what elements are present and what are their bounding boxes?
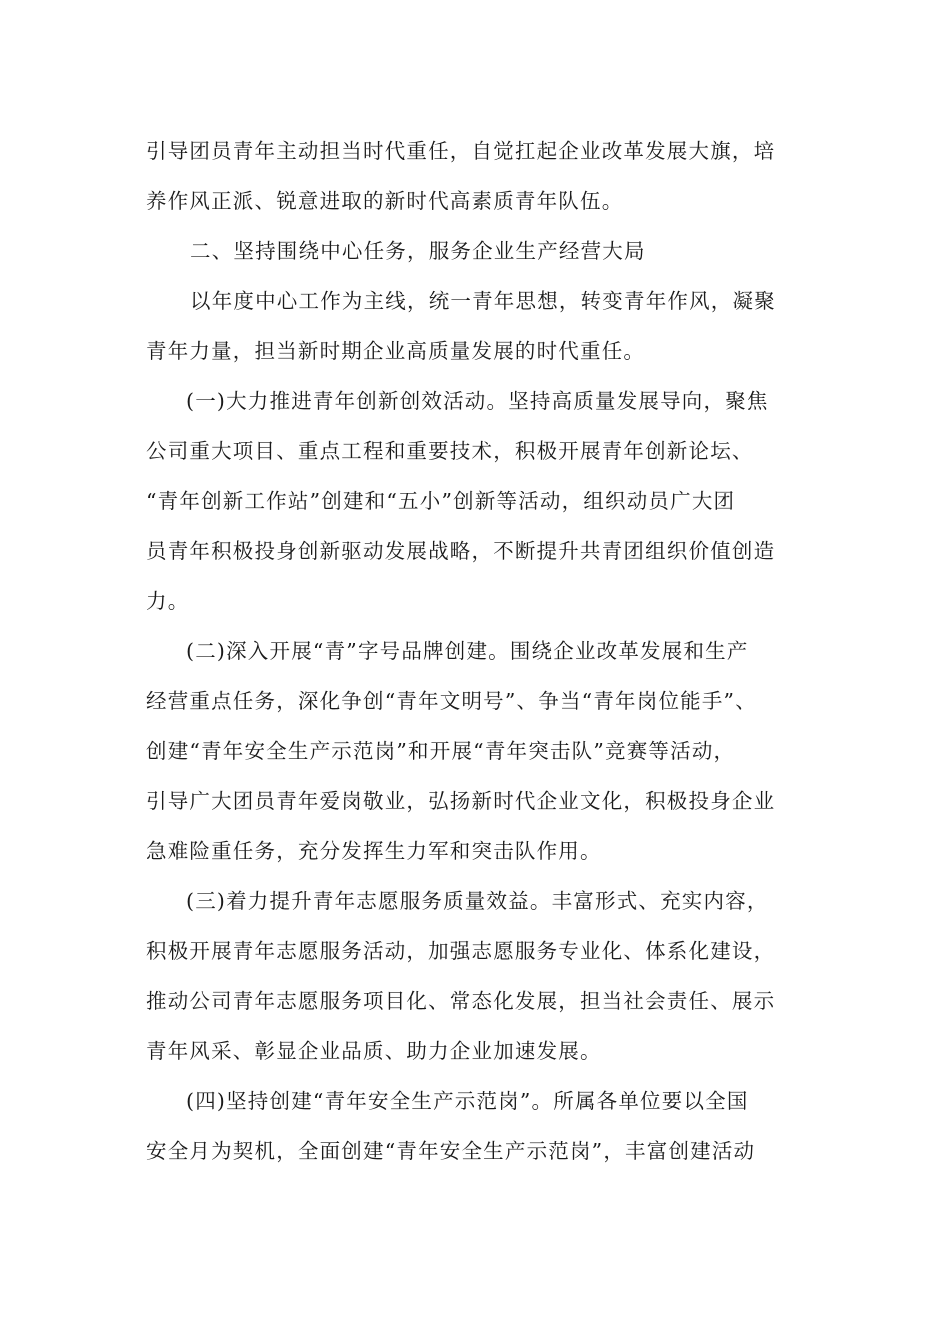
text-line: 公司重大项目、重点工程和重要技术，积极开展青年创新论坛、 [146,439,754,463]
text-line: 引导广大团员青年爱岗敬业，弘扬新时代企业文化，积极投身企业 [146,789,776,813]
paragraph-first-line: (四)坚持创建“青年安全生产示范岗”。所属各单位要以全国 [186,1089,749,1113]
text-line: 引导团员青年主动担当时代重任，自觉扛起企业改革发展大旗，培 [146,139,776,163]
text-line: 急难险重任务，充分发挥生力军和突击队作用。 [146,839,602,863]
text-line: 安全月为契机，全面创建“青年安全生产示范岗”，丰富创建活动 [146,1139,756,1163]
text-line: “青年创新工作站”创建和“五小”创新等活动，组织动员广大团 [146,489,736,513]
text-line: 青年风采、彰显企业品质、助力企业加速发展。 [146,1039,602,1063]
text-line: 积极开展青年志愿服务活动，加强志愿服务专业化、体系化建设， [146,939,776,963]
paragraph-first-line: 以年度中心工作为主线，统一青年思想，转变青年作风，凝聚 [190,289,776,313]
text-line: 养作风正派、锐意进取的新时代高素质青年队伍。 [146,189,624,213]
text-line: 推动公司青年志愿服务项目化、常态化发展，担当社会责任、展示 [146,989,776,1013]
section-heading: 二、坚持围绕中心任务，服务企业生产经营大局 [190,239,646,263]
text-line: 经营重点任务，深化争创“青年文明号”、争当“青年岗位能手”、 [146,689,757,713]
paragraph-first-line: (三)着力提升青年志愿服务质量效益。丰富形式、充实内容， [186,889,769,913]
text-line: 员青年积极投身创新驱动发展战略，不断提升共青团组织价值创造 [146,539,776,563]
paragraph-first-line: (二)深入开展“青”字号品牌创建。围绕企业改革发展和生产 [186,639,749,663]
text-line: 青年力量，担当新时期企业高质量发展的时代重任。 [146,339,646,363]
text-line: 创建“青年安全生产示范岗”和开展“青年突击队”竞赛等活动， [146,739,736,763]
paragraph-first-line: (一)大力推进青年创新创效活动。坚持高质量发展导向，聚焦 [186,389,769,413]
text-line: 力。 [146,589,190,613]
